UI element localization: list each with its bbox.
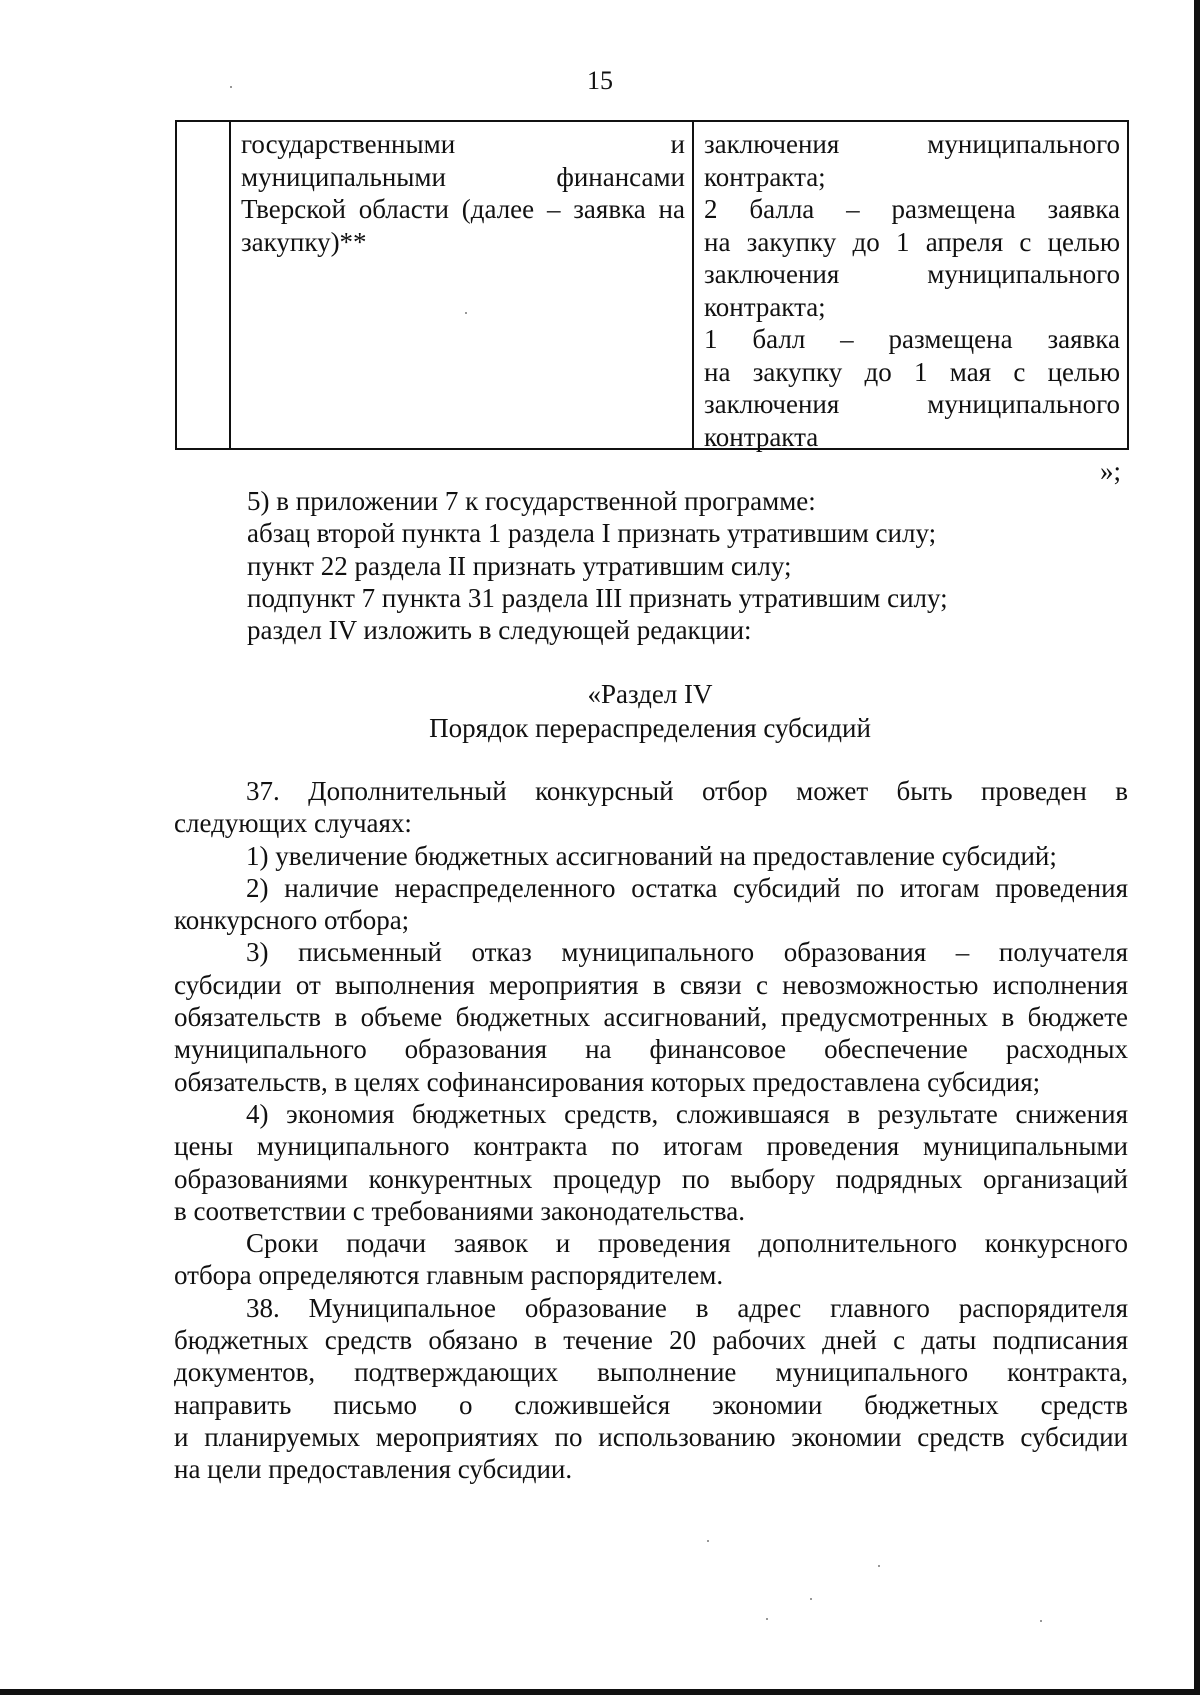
- paragraph-line: образованиями конкурентных процедур по выбору подрядных организаций: [174, 1163, 1128, 1194]
- section-title: Порядок перераспределения субсидий: [429, 713, 871, 743]
- table-text-line: заключения муниципального: [704, 389, 1120, 419]
- table-text-line: на закупку до 1 апреля с целью: [704, 226, 1120, 257]
- paragraph-line: в соответствии с требованиями законодательства.: [174, 1195, 745, 1226]
- section-heading: «Раздел IV: [587, 679, 713, 709]
- paragraph-line: цены муниципального контракта по итогам проведения муниципальными: [174, 1131, 1128, 1162]
- amendment-line: абзац второй пункта 1 раздела I признать утратившим силу;: [247, 518, 937, 549]
- paragraph-line: 1) увеличение бюджетных ассигнований на предоставление субсидий;: [246, 840, 1057, 871]
- paragraph-line: направить письмо о сложившейся экономии бюджетных средств: [174, 1389, 1128, 1420]
- criteria-table-fragment: [175, 120, 1129, 450]
- paragraph-line: 37. Дополнительный конкурсный отбор может быть проведен в: [246, 776, 1128, 806]
- paragraph-line: обязательств, в целях софинансирования которых предоставлена субсидия;: [174, 1066, 1041, 1097]
- scan-speck: [766, 1618, 768, 1620]
- amendment-list-item-5: [247, 485, 1127, 646]
- paragraph-line: субсидии от выполнения мероприятия в связи с невозможностью исполнения: [174, 969, 1128, 1000]
- table-text-line: Тверской области (далее – заявка на: [241, 194, 685, 224]
- table-text-line: контракта;: [704, 291, 826, 322]
- table-text-line: заключения муниципального: [704, 129, 1120, 159]
- closing-quote: »;: [1100, 456, 1122, 486]
- scan-speck: [810, 1598, 812, 1600]
- paragraph-line: следующих случаях:: [174, 808, 412, 839]
- scan-edge-right: [1194, 0, 1200, 1695]
- table-column-divider: [692, 122, 694, 448]
- paragraph-line: Сроки подачи заявок и проведения дополнительного конкурсного: [246, 1228, 1128, 1259]
- table-text-line: закупку)**: [241, 226, 367, 257]
- table-text-line: муниципальными финансами: [241, 161, 685, 192]
- paragraph-line: муниципального образования на финансовое обеспечение расходных: [174, 1034, 1128, 1065]
- paragraph-line: 4) экономия бюджетных средств, сложившаяся в результате снижения: [246, 1098, 1128, 1129]
- paragraph-line: обязательств в объеме бюджетных ассигнований, предусмотренных в бюджете: [174, 1002, 1128, 1033]
- paragraph-line: отбора определяются главным распорядителем.: [174, 1260, 724, 1291]
- amendment-line: пункт 22 раздела II признать утратившим силу;: [247, 550, 792, 581]
- page-number: 15: [587, 66, 613, 95]
- amendment-line: 5) в приложении 7 к государственной программе:: [247, 486, 816, 516]
- table-text-line: на закупку до 1 мая с целью: [704, 356, 1120, 387]
- section-body: [174, 775, 1128, 1486]
- scan-speck: [878, 1565, 880, 1567]
- table-text-line: 1 балл – размещена заявка: [704, 324, 1120, 354]
- table-text-line: государственными и: [241, 129, 685, 159]
- table-cell-scoring: [704, 128, 1120, 453]
- paragraph-line: документов, подтверждающих выполнение муниципального контракта,: [174, 1357, 1128, 1388]
- scan-speck: [465, 312, 467, 314]
- amendment-line: подпункт 7 пункта 31 раздела III признать утратившим силу;: [247, 582, 948, 613]
- scan-edge-bottom: [0, 1689, 1200, 1695]
- scan-speck: [707, 1540, 709, 1542]
- paragraph-line: 38. Муниципальное образование в адрес главного распорядителя: [246, 1292, 1128, 1323]
- scan-speck: [230, 86, 232, 88]
- table-text-line: контракта: [704, 421, 819, 452]
- table-text-line: заключения муниципального: [704, 259, 1120, 289]
- paragraph-line: 3) письменный отказ муниципального образования – получателя: [246, 937, 1128, 968]
- table-text-line: контракта;: [704, 161, 826, 192]
- table-cell-criterion: [241, 128, 685, 258]
- paragraph-line: бюджетных средств обязано в течение 20 рабочих дней с даты подписания: [174, 1325, 1128, 1356]
- scan-speck: [1040, 1620, 1042, 1622]
- table-text-line: 2 балла – размещена заявка: [704, 194, 1120, 224]
- amendment-line: раздел IV изложить в следующей редакции:: [247, 615, 752, 646]
- table-column-divider: [229, 122, 231, 448]
- paragraph-line: и планируемых мероприятиях по использованию экономии средств субсидии: [174, 1421, 1128, 1452]
- paragraph-line: на цели предоставления субсидии.: [174, 1454, 573, 1485]
- paragraph-line: конкурсного отбора;: [174, 905, 410, 936]
- paragraph-line: 2) наличие нераспределенного остатка субсидий по итогам проведения: [246, 872, 1128, 903]
